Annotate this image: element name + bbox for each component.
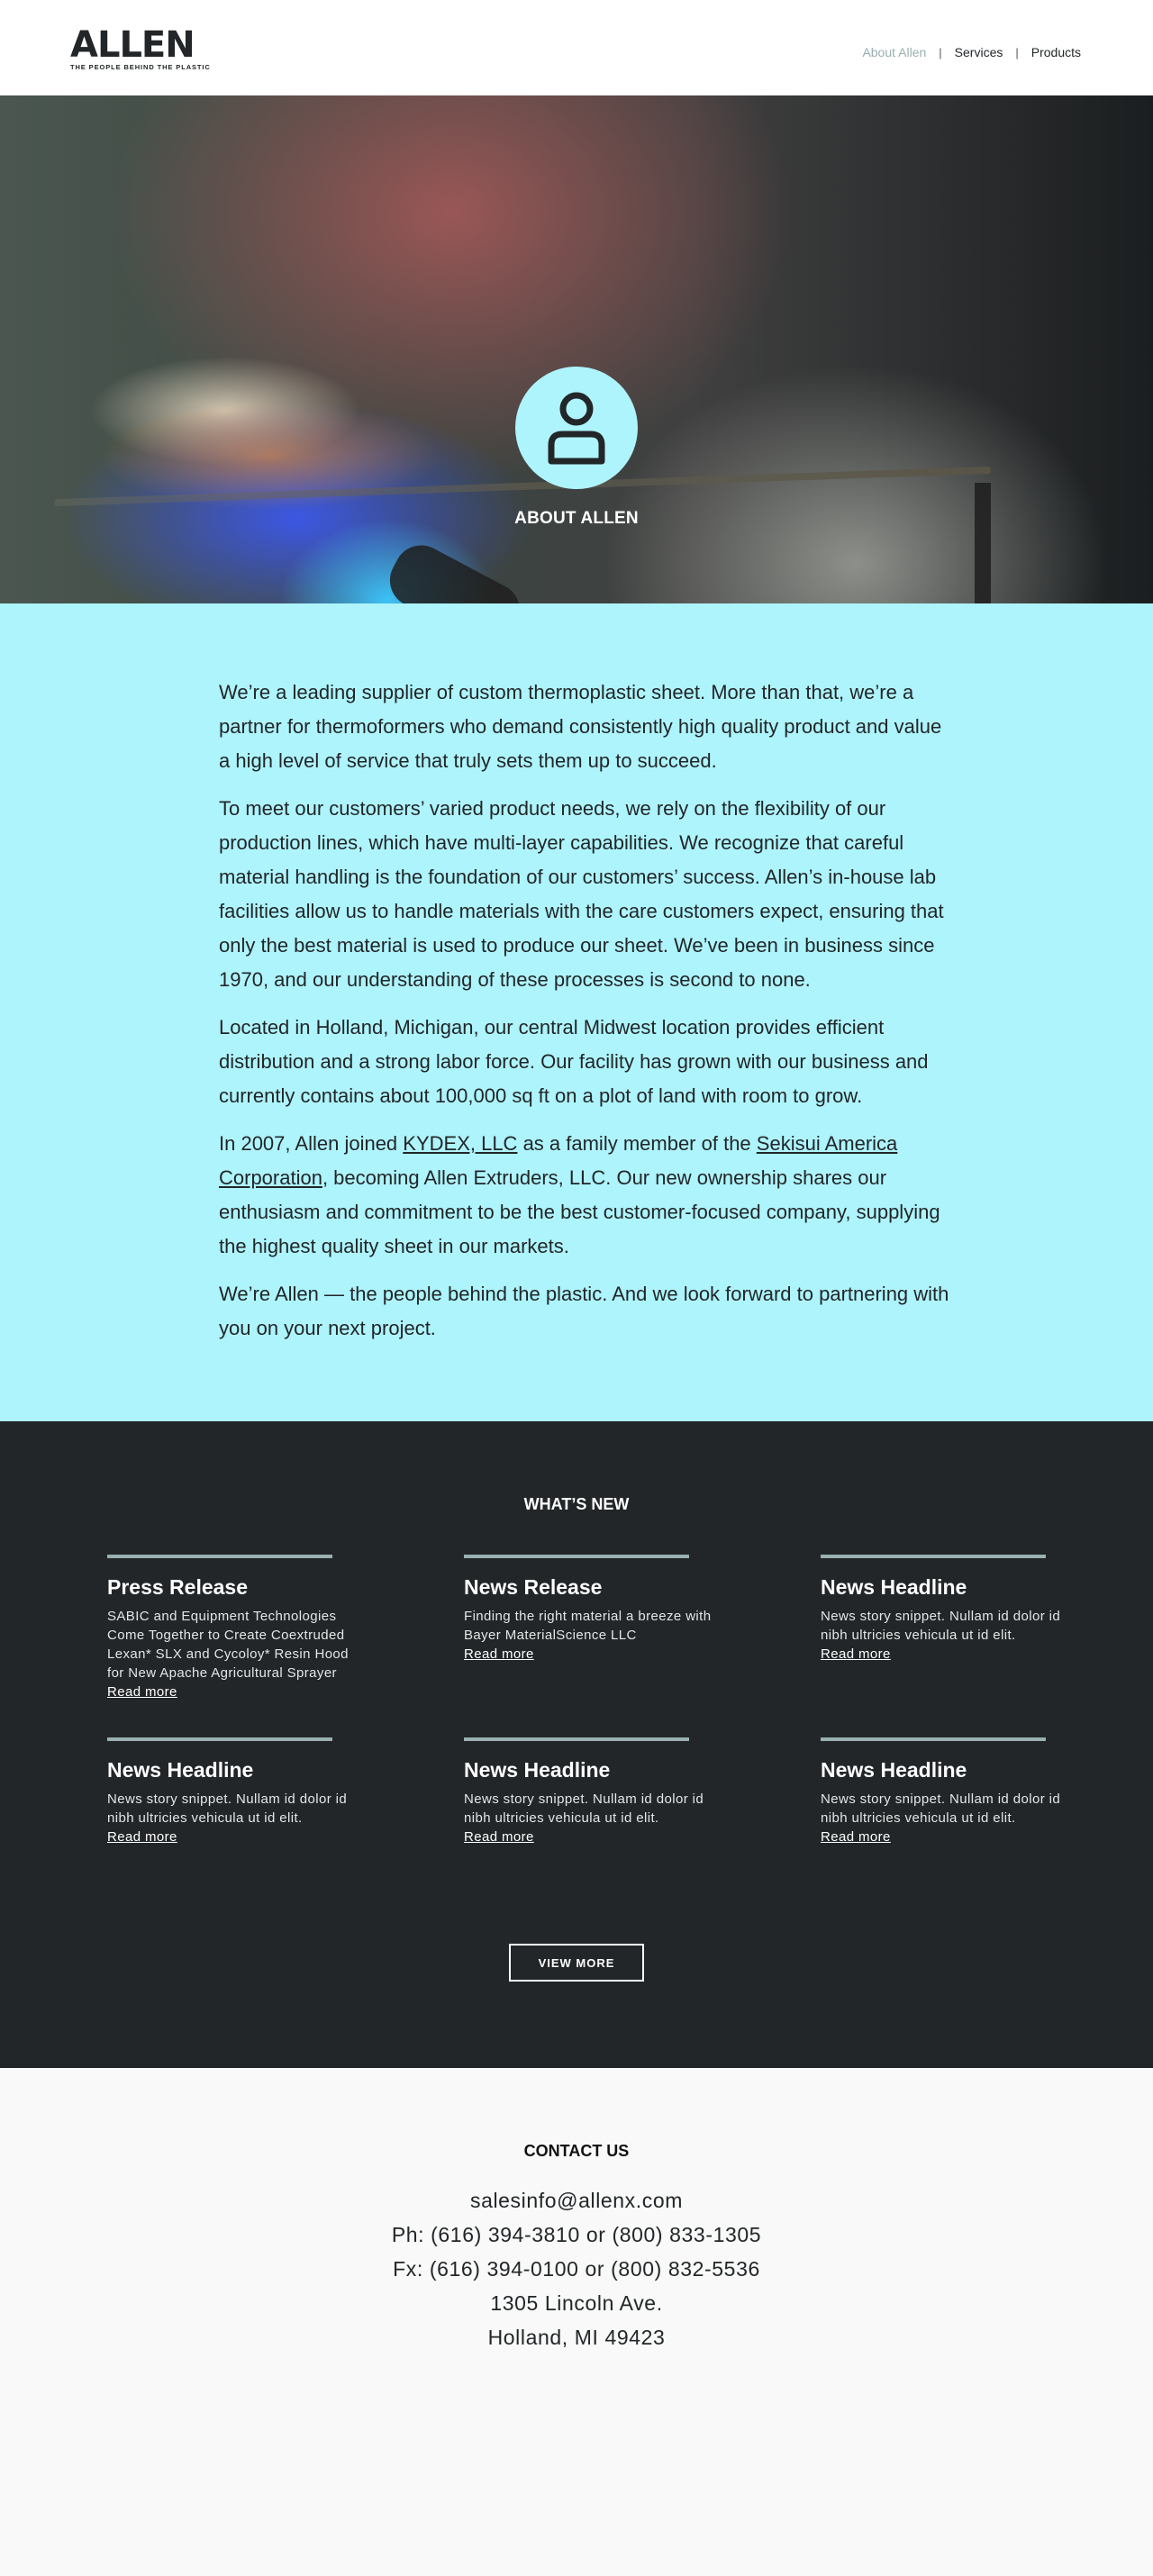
about-body — [219, 676, 950, 1346]
contact-section — [0, 2068, 1153, 2576]
news-card — [821, 1555, 1082, 1701]
read-more-link[interactable]: Read more — [464, 1829, 534, 1845]
news-grid — [107, 1555, 1098, 1846]
news-card-text: News story snippet. Nullam id dolor id nibh ultricies vehicula ut id elit. — [464, 1791, 704, 1826]
news-card — [107, 1555, 368, 1701]
kydex-link[interactable]: KYDEX, LLC — [403, 1132, 518, 1155]
hero-badge — [515, 367, 638, 489]
news-card — [821, 1737, 1082, 1846]
news-card-title: News Headline — [821, 1758, 967, 1782]
news-card-rule — [107, 1555, 332, 1558]
nav-products[interactable]: Products — [1030, 45, 1081, 59]
about-paragraph-1: We’re a leading supplier of custom thermoplastic sheet. More than that, we’re a partner for thermoformers who demand consistently high quality product and value a high level of service that truly sets them up to succeed. — [219, 681, 942, 772]
sekisui-link[interactable]: Sekisui America Corporation — [219, 1132, 898, 1189]
contact-city: Holland, MI 49423 — [487, 2326, 666, 2349]
news-card-text: News story snippet. Nullam id dolor id nibh ultricies vehicula ut id elit. — [107, 1791, 348, 1826]
read-more-link[interactable]: Read more — [107, 1829, 177, 1845]
about-p4-text: , becoming Allen Extruders, LLC. Our new ownership shares our enthusiasm and commitment to be the best customer-focused company, supplying the highest quality sheet in our markets. — [219, 1166, 940, 1257]
news-card-rule — [821, 1737, 1046, 1741]
about-paragraph-4 — [219, 1127, 950, 1264]
about-p4-text: as a family member of the — [517, 1132, 757, 1155]
about-section — [0, 603, 1153, 1421]
news-card-title: News Release — [464, 1575, 603, 1599]
about-paragraph-2: To meet our customers’ varied product needs, we rely on the flexibility of our production lines, which have multi-layer capabilities. We recognize that careful material handling is the foundation of our customers’ success. Allen’s in-house lab facilities allow us to handle materials with the care customers expect, ensuring that only the best material is used to produce our sheet. We’ve been in business since 1970, and our understanding of these processes is second to none. — [219, 797, 944, 991]
news-section-title: WHAT’S NEW — [523, 1495, 630, 1513]
nav-about-allen[interactable]: About Allen — [862, 45, 927, 59]
news-card — [464, 1555, 725, 1701]
contact-fax: Fx: (616) 394-0100 or (800) 832-5536 — [393, 2257, 760, 2281]
news-card-rule — [464, 1737, 689, 1741]
about-p4-text: In 2007, Allen joined — [219, 1132, 404, 1155]
nav-services[interactable]: Services — [954, 45, 1003, 59]
allen-logo[interactable] — [70, 24, 222, 71]
news-card — [107, 1737, 368, 1846]
view-more-button[interactable]: VIEW MORE — [509, 1944, 644, 1982]
read-more-link[interactable]: Read more — [464, 1646, 534, 1662]
logo-tagline: THE PEOPLE BEHIND THE PLASTIC — [70, 63, 211, 71]
about-paragraph-3: Located in Holland, Michigan, our central Midwest location provides efficient distribution and a strong labor force. Our facility has grown with our business and currently contains about 100,000 sq ft on a plot of land with room to grow. — [219, 1016, 929, 1107]
news-card-rule — [464, 1555, 689, 1558]
user-icon — [544, 389, 609, 467]
news-card — [464, 1737, 725, 1846]
contact-email-link[interactable]: salesinfo@allenx.com — [469, 2189, 684, 2212]
contact-details — [0, 2183, 1153, 2354]
news-card-title: News Headline — [107, 1758, 254, 1782]
hero-banner — [0, 95, 1153, 603]
read-more-link[interactable]: Read more — [821, 1829, 891, 1845]
nav-separator: | — [1015, 45, 1019, 59]
read-more-link[interactable]: Read more — [821, 1646, 891, 1662]
read-more-link[interactable]: Read more — [107, 1684, 177, 1700]
news-card-title: News Headline — [464, 1758, 611, 1782]
contact-street: 1305 Lincoln Ave. — [490, 2291, 663, 2315]
news-section — [0, 1421, 1153, 2068]
news-card-rule — [821, 1555, 1046, 1558]
news-card-text: Finding the right material a breeze with Bayer MaterialScience LLC — [464, 1609, 712, 1643]
logo-wordmark: ALLEN — [70, 24, 195, 66]
hero-image-torch — [380, 536, 529, 603]
contact-title: CONTACT US — [523, 2142, 630, 2160]
site-header — [0, 0, 1153, 95]
about-paragraph-5: We’re Allen — the people behind the plastic. And we look forward to partnering with you on your next project. — [219, 1283, 949, 1339]
hero-title: ABOUT ALLEN — [514, 509, 639, 528]
news-card-title: News Headline — [821, 1575, 967, 1599]
news-card-text: SABIC and Equipment Technologies Come Together to Create Coextruded Lexan* SLX and Cycoloy* Resin Hood for New Apache Agricultural Sprayer — [107, 1609, 349, 1681]
hero-content — [0, 367, 1153, 529]
news-card-text: News story snippet. Nullam id dolor id nibh ultricies vehicula ut id elit. — [821, 1609, 1061, 1643]
news-card-rule — [107, 1737, 332, 1741]
news-card-title: Press Release — [107, 1575, 249, 1599]
news-card-text: News story snippet. Nullam id dolor id nibh ultricies vehicula ut id elit. — [821, 1791, 1061, 1826]
contact-phone: Ph: (616) 394-3810 or (800) 833-1305 — [391, 2223, 762, 2246]
nav-separator: | — [939, 45, 942, 59]
main-nav — [862, 45, 1081, 59]
